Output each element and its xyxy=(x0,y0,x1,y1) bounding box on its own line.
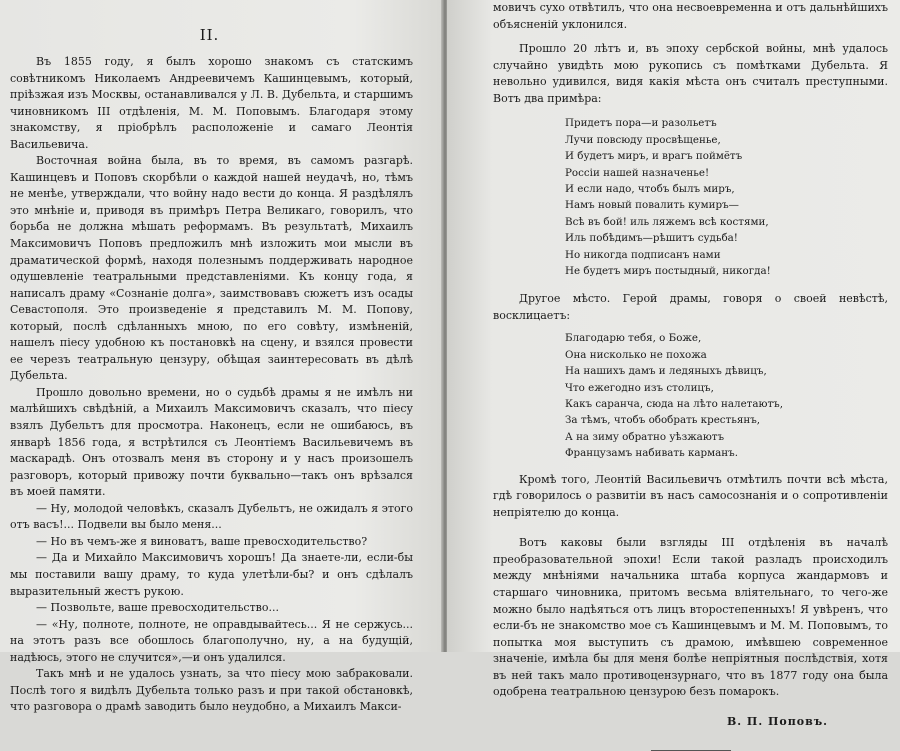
verse-line: Но никогда подписанъ нами xyxy=(565,248,721,261)
chapter-heading: II. xyxy=(199,26,220,44)
verse-line: На нашихъ дамъ и ледяныхъ дѣвицъ, xyxy=(565,365,767,378)
verse-line: А на зиму обратно уѣзжаютъ xyxy=(565,430,725,443)
poem-excerpt-2 xyxy=(565,330,888,461)
verse-line: Благодарю тебя, о Боже, xyxy=(565,332,702,345)
poem-excerpt-1 xyxy=(565,115,888,279)
paragraph: Прошло довольно времени, но о судьбѣ драмы я не имѣлъ ни малѣйшихъ свѣдѣній, а Михаилъ Максимовичъ сказалъ, что пiесу взялъ Дубельтъ для просмотра. Наконецъ, если не ошибаюсь, въ январѣ 1856 года, я встрѣтился съ Леонтіемъ Васильевичемъ въ маскарадѣ. Онъ отозвалъ меня въ сторону и у насъ произошелъ разговоръ, который привожу почти буквально—такъ онъ врѣзался въ моей памяти. xyxy=(10,385,413,499)
paragraph: Другое мѣсто. Герой драмы, говоря о своей невѣстѣ, восклицаетъ: xyxy=(493,292,888,322)
verse-line: Лучи повсюду просвѣщенье, xyxy=(565,133,721,146)
right-page xyxy=(447,0,900,728)
verse-line: И будетъ миръ, и врагъ поймётъ xyxy=(565,150,743,163)
paragraph: Прошло 20 лѣтъ и, въ эпоху сербской войны, мнѣ удалось случайно увидѣть мою рукопись съ помѣтками Дубельта. Я невольно удивился, видя какія мѣста онъ считалъ преступными. Вотъ два примѣра: xyxy=(493,42,888,105)
verse-line: Придетъ пора—и разольетъ xyxy=(565,117,717,130)
dialogue-line: — Позвольте, ваше превосходительство... xyxy=(36,601,279,615)
verse-line: Не будетъ миръ постыдный, никогда! xyxy=(565,264,771,277)
paragraph: Восточная война была, въ то время, въ самомъ разгарѣ. Кашинцевъ и Поповъ скорбѣли о каждой нашей неудачѣ, но, тѣмъ не менѣе, утверждали, что войну надо вести до конца. Я раздѣлялъ это мнѣніе и, приводя въ примѣръ Петра Великаго, говорилъ, что борьба не должна мѣшать реформамъ. Въ результатѣ, Михаилъ Максимовичъ Поповъ предложилъ мнѣ изложить мои мысли въ драматической формѣ, находя полезнымъ поддерживать народное одушевленіе театральными представленіями. Къ концу года, я написалъ драму «Сознаніе долга», заимствовавъ сюжетъ изъ осады Севастополя. Это произведеніе я представилъ М. М. Попову, который, послѣ сдѣланныхъ мною, по его совѣту, измѣненій, нашелъ пiесу удобною къ постановкѣ на сцену, и взялся провести ее черезъ театральную цензуру, обѣщая заинтересовать въ дѣлѣ Дубельта. xyxy=(10,154,413,383)
left-page xyxy=(0,0,443,714)
verse-line: Всѣ въ бой! иль ляжемъ всѣ костями, xyxy=(565,215,769,228)
dialogue-line: — Да и Михайло Максимовичъ хорошъ! Да знаете-ли, если-бы мы поставили вашу драму, то куда улетѣли-бы? и онъ сдѣлалъ выразительный жестъ рукою. xyxy=(10,551,413,598)
verse-line: Какъ саранча, сюда на лѣто налетаютъ, xyxy=(565,398,783,411)
paragraph: мовичъ сухо отвѣтилъ, что она несвоевременна и отъ дальнѣйшихъ объясненій уклонился. xyxy=(493,1,888,31)
verse-line: Россіи нашей назначенье! xyxy=(565,166,710,179)
verse-line: Она нисколько не похожа xyxy=(565,348,707,361)
verse-line: Иль побѣдимъ—рѣшитъ судьба! xyxy=(565,232,738,245)
paragraph: Такъ мнѣ и не удалось узнать, за что пiесу мою забраковали. Послѣ того я видѣлъ Дубельта только разъ и при такой обстановкѣ, что разговора о драмѣ заводить было неудобно, а Михаилъ Макси- xyxy=(10,667,413,714)
author-signature: В. П. Поповъ. xyxy=(726,714,828,728)
verse-line: Французамъ набивать карманъ. xyxy=(565,447,738,460)
verse-line: Что ежегодно изъ столицъ, xyxy=(565,381,714,394)
verse-line: Намъ новый повалить кумиръ— xyxy=(565,199,739,212)
dialogue-line: — Ну, молодой человѣкъ, сказалъ Дубельтъ, не ожидалъ я этого отъ васъ!... Подвели вы было меня... xyxy=(10,501,413,532)
paragraph: Вотъ каковы были взгляды III отдѣленія въ началѣ преобразовательной эпохи! Если такой разладъ происходилъ между мнѣніями начальника штаба корпуса жандармовъ и старшаго чиновника, притомъ весьма вліятельнаго, то чего-же можно было надѣяться отъ лицъ второстепенныхъ! Я увѣренъ, что если-бъ не знакомство мое съ Кашинцевымъ и М. М. Поповымъ, то попытка моя выступить съ драмою, имѣвшею современное значеніе, имѣла бы для меня болѣе непріятныя послѣдствія, хотя въ ней такъ мало противоцензурнаго, что въ 1877 году она была одобрена театральною цензурою безъ помарокъ. xyxy=(493,536,888,699)
verse-line: И если надо, чтобъ былъ миръ, xyxy=(565,182,735,195)
dialogue-line: — Но въ чемъ-же я виноватъ, ваше превосходительство? xyxy=(36,534,368,548)
verse-line: За тѣмъ, чтобъ обобрать крестьянъ, xyxy=(565,414,761,427)
paragraph: Кромѣ того, Леонтій Васильевичъ отмѣтилъ почти всѣ мѣста, гдѣ говорилось о развитіи въ насъ самосознанія и о сопротивленіи непріятелю до конца. xyxy=(493,472,888,519)
paragraph: Въ 1855 году, я былъ хорошо знакомъ съ статскимъ совѣтникомъ Николаемъ Андреевичемъ Кашинцевымъ, который, пріѣзжая изъ Москвы, останавливался у Л. В. Дубельта, и старшимъ чиновникомъ III отдѣленія, М. М. Поповымъ. Благодаря этому знакомству, я пріобрѣлъ расположеніе и самаго Леонтія Васильевича. xyxy=(10,55,413,151)
dialogue-line: — «Ну, полноте, полноте, не оправдывайтесь... Я не сержусь... на этотъ разъ все обошлось благополучно, ну, а на будущій, надѣюсь, этого не случится»,—и онъ удалился. xyxy=(10,617,413,664)
